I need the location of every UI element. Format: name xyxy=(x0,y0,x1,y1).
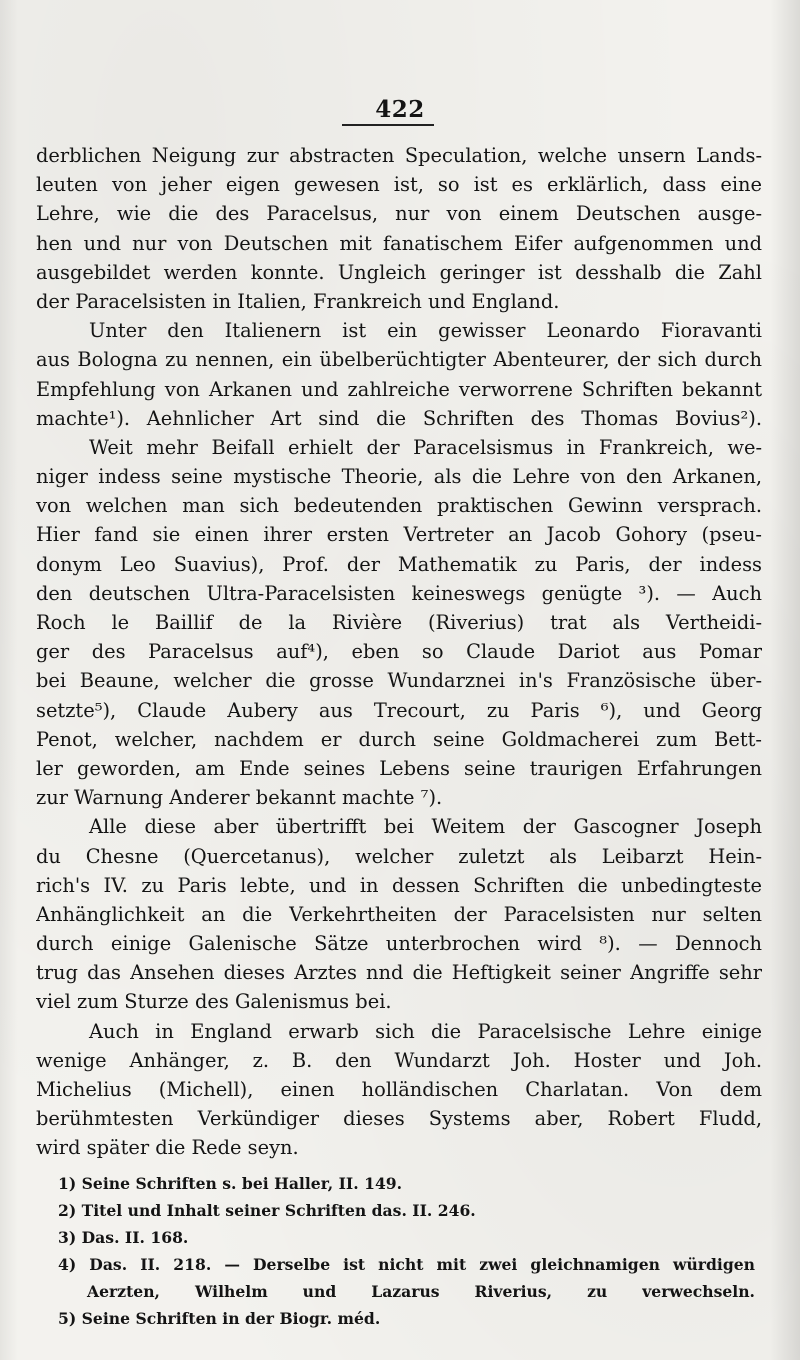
body-text xyxy=(36,141,762,1163)
text-line: ger des Paracelsus auf⁴), eben so Claude Dariot aus Pomar xyxy=(36,640,762,664)
footnote: 2) Titel und Inhalt seiner Schriften das. II. 246. xyxy=(58,1201,476,1220)
text-line: zur Warnung Anderer bekannt machte ⁷). xyxy=(36,786,443,810)
text-line: von welchen man sich bedeutenden praktischen Gewinn versprach. xyxy=(36,494,762,518)
text-line: der Paracelsisten in Italien, Frankreich und England. xyxy=(36,289,560,313)
text-line: Auch in England erwarb sich die Paracelsische Lehre einige xyxy=(89,1019,762,1043)
text-line: leuten von jeher eigen gewesen ist, so ist es erklärlich, dass eine xyxy=(36,173,762,197)
text-line: wenige Anhänger, z. B. den Wundarzt Joh. Hoster und Joh. xyxy=(36,1048,762,1072)
footnote: Aerzten, Wilhelm und Lazarus Riverius, zu verwechseln. xyxy=(87,1282,755,1301)
text-line: Hier fand sie einen ihrer ersten Vertreter an Jacob Gohory (pseu- xyxy=(36,523,762,547)
text-line: niger indess seine mystische Theorie, als die Lehre von den Arkanen, xyxy=(36,465,762,489)
text-line: du Chesne (Quercetanus), welcher zuletzt als Leibarzt Hein- xyxy=(36,844,762,868)
text-line: setzte⁵), Claude Aubery aus Trecourt, zu Paris ⁶), und Georg xyxy=(36,698,762,722)
text-line: Weit mehr Beifall erhielt der Paracelsismus in Frankreich, we- xyxy=(89,435,762,459)
text-line: ausgebildet werden konnte. Ungleich geringer ist desshalb die Zahl xyxy=(36,260,762,284)
text-line: Unter den Italienern ist ein gewisser Leonardo Fioravanti xyxy=(89,319,762,343)
text-line: derblichen Neigung zur abstracten Speculation, welche unsern Lands- xyxy=(36,144,762,167)
footnotes xyxy=(58,1170,758,1332)
text-line: machte¹). Aehnlicher Art sind die Schriften des Thomas Bovius²). xyxy=(36,406,762,430)
header-rule xyxy=(342,124,434,126)
text-line: ler geworden, am Ende seines Lebens seine traurigen Erfahrungen xyxy=(36,756,762,780)
text-line: viel zum Sturze des Galenismus bei. xyxy=(36,990,392,1014)
text-line: Empfehlung von Arkanen und zahlreiche verworrene Schriften bekannt xyxy=(36,377,762,401)
text-line: donym Leo Suavius), Prof. der Mathematik zu Paris, der indess xyxy=(36,552,762,576)
text-line: trug das Ansehen dieses Arztes nnd die Heftigkeit seiner Angriffe sehr xyxy=(36,961,762,985)
footnote: 4) Das. II. 218. — Derselbe ist nicht mit zwei gleichnamigen würdigen xyxy=(58,1255,755,1274)
text-line: den deutschen Ultra-Paracelsisten keineswegs genügte ³). — Auch xyxy=(36,581,762,605)
text-line: Penot, welcher, nachdem er durch seine Goldmacherei zum Bett- xyxy=(36,727,762,751)
text-line: aus Bologna zu nennen, ein übelberüchtigter Abenteurer, der sich durch xyxy=(36,348,762,372)
text-line: berühmtesten Verkündiger dieses Systems aber, Robert Fludd, xyxy=(36,1107,762,1131)
text-line: Alle diese aber übertrifft bei Weitem der Gascogner Joseph xyxy=(89,815,762,839)
text-line: bei Beaune, welcher die grosse Wundarznei in's Französische über- xyxy=(36,669,762,693)
text-line: rich's IV. zu Paris lebte, und in dessen Schriften die unbedingteste xyxy=(36,873,762,897)
text-line: Anhänglichkeit an die Verkehrtheiten der Paracelsisten nur selten xyxy=(36,902,762,926)
footnote: 1) Seine Schriften s. bei Haller, II. 149. xyxy=(58,1174,403,1193)
text-line: hen und nur von Deutschen mit fanatischem Eifer aufgenommen und xyxy=(36,231,762,255)
footnote: 5) Seine Schriften in der Biogr. méd. xyxy=(58,1309,381,1328)
text-line: Roch le Baillif de la Rivière (Riverius) trat als Vertheidi- xyxy=(36,611,762,634)
footnote: 3) Das. II. 168. xyxy=(58,1228,189,1247)
text-line: wird später die Rede seyn. xyxy=(36,1136,299,1160)
text-line: Lehre, wie die des Paracelsus, nur von einem Deutschen ausge- xyxy=(36,202,762,226)
page-number: 422 xyxy=(375,96,425,123)
text-line: durch einige Galenische Sätze unterbrochen wird ⁸). — Dennoch xyxy=(36,932,762,956)
text-line: Michelius (Michell), einen holländischen Charlatan. Von dem xyxy=(36,1078,762,1101)
